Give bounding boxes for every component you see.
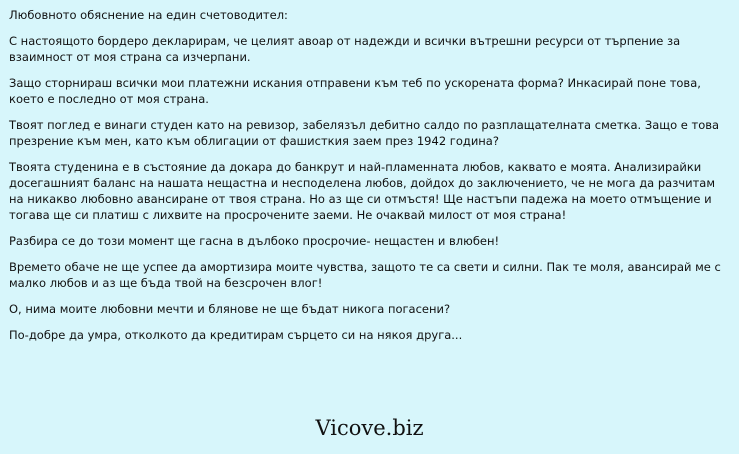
paragraph-1: С настоящото бордеро декларирам, че целият авоар от надежди и всички вътрешни ресурси от търпение за взаимност от моя страна са изчерпани. xyxy=(9,34,681,64)
paragraph-5: Разбира се до този момент ще гасна в дълбоко просрочие- нещастен и влюбен! xyxy=(9,234,500,248)
paragraph-2: Защо сторнираш всички мои платежни искания отправени към теб по ускорената форма? Инкасирай поне това, което е последно от моя страна. xyxy=(9,76,701,106)
document-body xyxy=(9,7,731,353)
paragraph-4: Твоята студенина е в състояние да докара до банкрут и най-пламенната любов, каквато е моята. Анализирайки досегашният баланс на нашата нещастна и несподелена любов, дойдох до заключението, че не мога да разчитам на никакво любовно авансиране от твоя страна. Но аз ще си отмъстя! Ще настъпи падежа на моето отмъщение и тогава ще си платиш с лихвите на просрочените заеми. Не очаквай милост от моя страна! xyxy=(9,160,716,222)
paragraph-7: О, нима моите любовни мечти и блянове не ще бъдат никога погасени? xyxy=(9,302,451,316)
document-title: Любовното обяснение на един счетоводител: xyxy=(9,8,288,22)
site-brand: Vicove.biz xyxy=(315,416,424,440)
paragraph-8: По-добре да умра, отколкото да кредитирам сърцето си на някоя друга... xyxy=(9,328,463,342)
paragraph-6: Времето обаче не ще успее да амортизира моите чувства, защото те са свети и силни. Пак те моля, авансирай ме с малко любов и аз ще бъда твой на безсрочен влог! xyxy=(9,260,721,290)
paragraph-3: Твоят поглед е винаги студен като на ревизор, забелязъл дебитно салдо по разплащателната сметка. Защо е това презрение към мен, като към облигации от фашисткия заем през 1942 година? xyxy=(9,118,720,148)
